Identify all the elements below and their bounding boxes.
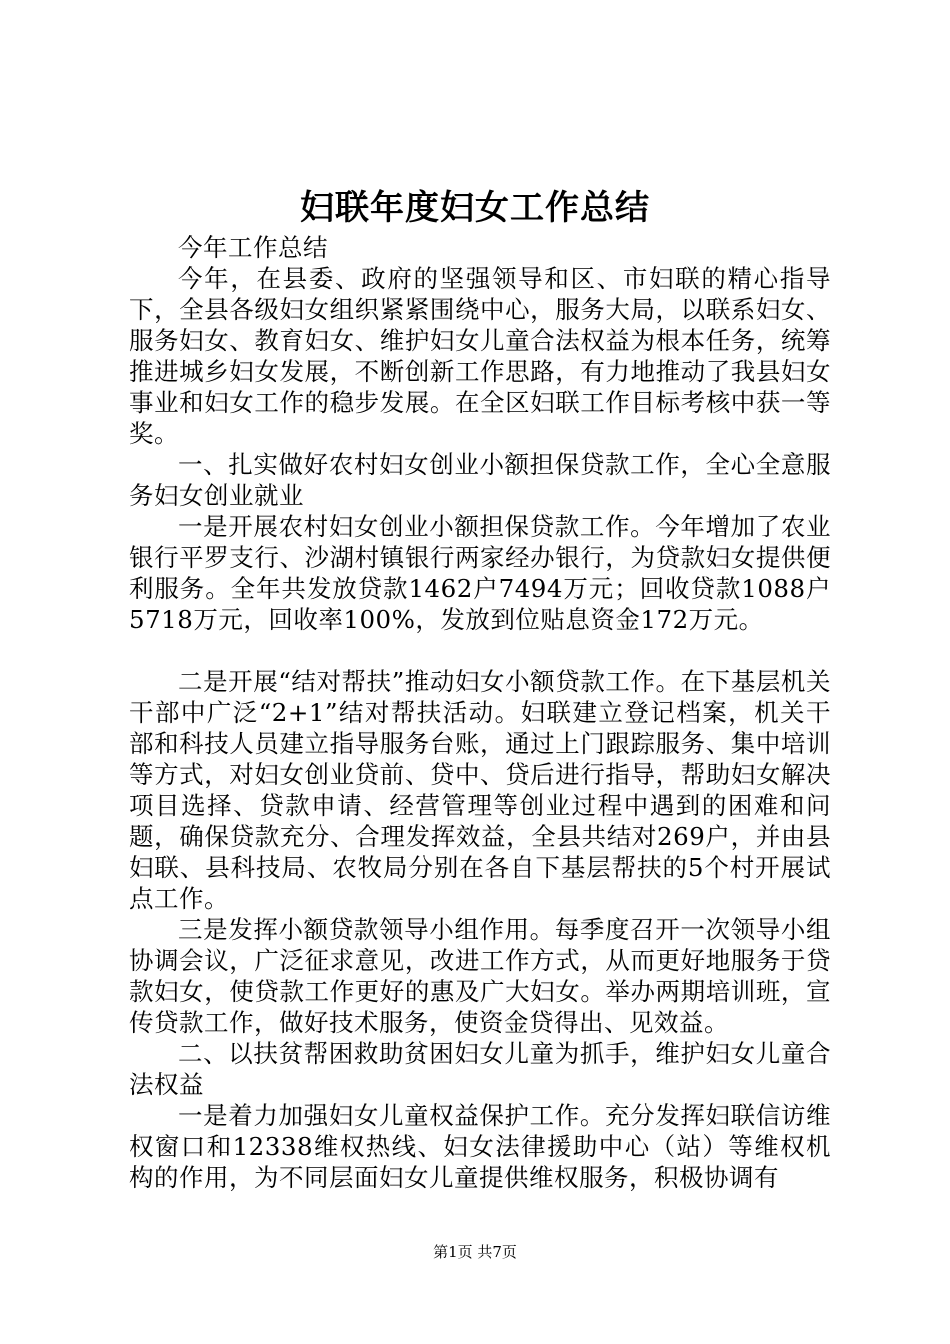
section-heading: 二、以扶贫帮困救助贫困妇女儿童为抓手，维护妇女儿童合法权益	[129, 1039, 831, 1099]
paragraph: 今年工作总结	[178, 233, 328, 262]
paragraph: 一是开展农村妇女创业小额担保贷款工作。今年增加了农业银行平罗支行、沙湖村镇银行两家经办银行，为贷款妇女提供便利服务。全年共发放贷款1462户7494万元；回收贷款1088户5718万元，回收率100%，发放到位贴息资金172万元。	[129, 512, 831, 634]
section-heading: 一、扎实做好农村妇女创业小额担保贷款工作，全心全意服务妇女创业就业	[129, 450, 831, 510]
page-footer: 第1页 共7页	[433, 1243, 517, 1261]
paragraph: 一是着力加强妇女儿童权益保护工作。充分发挥妇联信访维权窗口和12338维权热线、妇女法律援助中心（站）等维权机构的作用，为不同层面妇女儿童提供维权服务，积极协调有	[129, 1101, 831, 1192]
paragraph: 二是开展“结对帮扶”推动妇女小额贷款工作。在下基层机关干部中广泛“2+1”结对帮扶活动。妇联建立登记档案，机关干部和科技人员建立指导服务台账，通过上门跟踪服务、集中培训等方式，对妇女创业贷前、贷中、贷后进行指导，帮助妇女解决项目选择、贷款申请、经营管理等创业过程中遇到的困难和问题，确保贷款充分、合理发挥效益，全县共结对269户，并由县妇联、县科技局、农牧局分别在各自下基层帮扶的5个村开展试点工作。	[129, 667, 831, 913]
paragraph: 今年，在县委、政府的坚强领导和区、市妇联的精心指导下，全县各级妇女组织紧紧围绕中心，服务大局，以联系妇女、服务妇女、教育妇女、维护妇女儿童合法权益为根本任务，统筹推进城乡妇女发展，不断创新工作思路，有力地推动了我县妇女事业和妇女工作的稳步发展。在全区妇联工作目标考核中获一等奖。	[129, 264, 831, 448]
document-title: 妇联年度妇女工作总结	[300, 188, 650, 228]
document-body	[129, 232, 831, 1193]
paragraph: 三是发挥小额贷款领导小组作用。每季度召开一次领导小组协调会议，广泛征求意见，改进工作方式，从而更好地服务于贷款妇女，使贷款工作更好的惠及广大妇女。举办两期培训班，宣传贷款工作，做好技术服务，使资金贷得出、见效益。	[129, 915, 831, 1037]
